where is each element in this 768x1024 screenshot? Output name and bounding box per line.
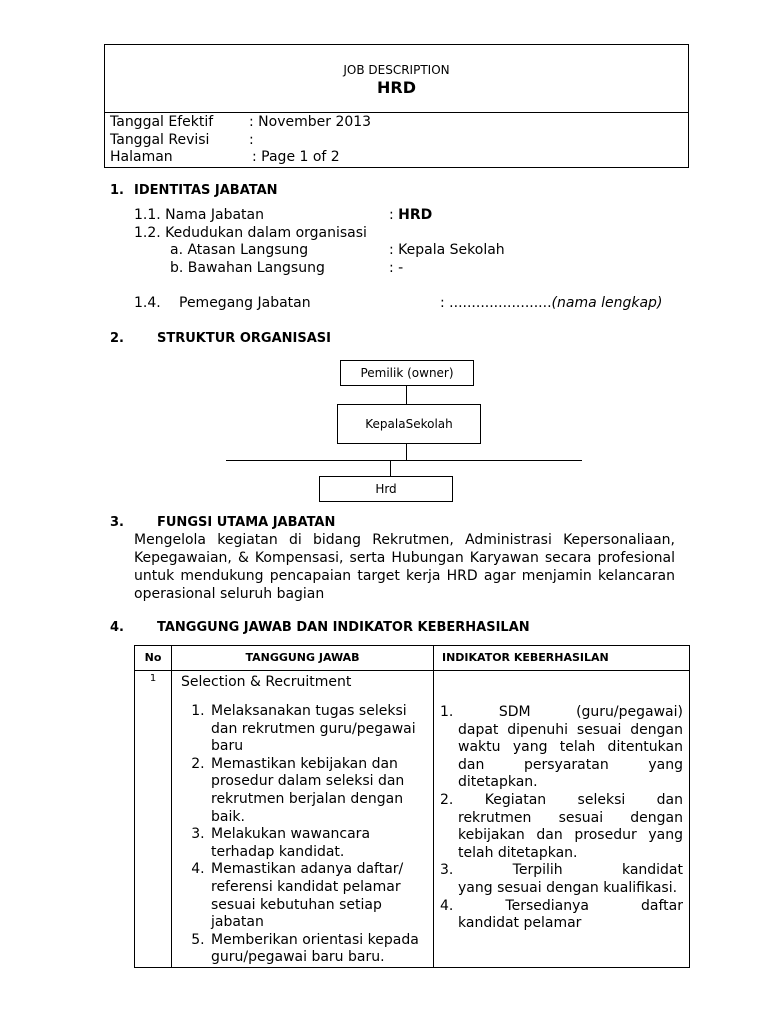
fungsi-line: Kepegawaian, & Kompensasi, serta Hubungan Karyawan secara profesional [134,550,675,566]
meta-value-page: : Page 1 of 2 [252,149,340,165]
section4-title: TANGGUNG JAWAB DAN INDIKATOR KEBERHASILAN [157,620,530,635]
list-item: 2. Memastikan kebijakan dan prosedur dalam seleksi dan rekrutmen berjalan dengan baik. [209,756,429,826]
col-header-indicator: INDIKATOR KEBERHASILAN [434,646,690,671]
indicator-cell [434,671,690,968]
list-item: 3. Terpilih kandidat yang sesuai dengan kualifikasi. [440,862,683,896]
list-item: 5. Memberikan orientasi kepada guru/pegawai baru baru. [209,932,429,967]
org-box-head: KepalaSekolah [337,404,481,444]
org-connector-line-hrd [390,460,391,476]
table-header-row [135,646,690,671]
fungsi-paragraph [134,531,675,603]
org-connector-owner-head [406,386,407,404]
section2-number: 2. [110,331,124,346]
section3-title: FUNGSI UTAMA JABATAN [157,515,336,530]
list-item: 2. Kegiatan seleksi dan rekrutmen sesuai dengan kebijakan dan prosedur yang telah ditetapkan. [440,791,683,861]
section4-number: 4. [110,620,124,635]
pemegang-value: : .......................(nama lengkap) [440,295,663,311]
meta-value-effective: : November 2013 [249,114,372,130]
pemegang-number: 1.4. [134,295,161,311]
fungsi-line: operasional seluruh bagian [134,586,325,602]
meta-value-revision: : [249,132,254,148]
list-item: 1. Melaksanakan tugas seleksi dan rekrutmen guru/pegawai baru [209,703,429,756]
section3-number: 3. [110,515,124,530]
org-horizontal-line [226,460,582,461]
list-item: 4. Memastikan adanya daftar/ referensi kandidat pelamar sesuai kebutuhan setiap jabatan [209,861,429,931]
doc-title: HRD [377,78,416,97]
row-number: 1 [135,671,172,968]
org-connector-head-line [406,444,407,460]
list-item: 4. Tersedianya daftar kandidat pelamar [440,897,683,932]
list-item: 1. SDM (guru/pegawai) dapat dipenuhi sesuai dengan waktu yang telah ditentukan dan persyaratan yang ditetapkan. [440,704,683,791]
atasan-value: : Kepala Sekolah [389,242,505,258]
col-header-no: No [135,646,172,671]
category-title: Selection & Recruitment [181,674,352,690]
fungsi-line: untuk mendukung pencapaian target kerja HRD agar menjamin kelancaran [134,568,675,584]
kedudukan-label: 1.2. Kedudukan dalam organisasi [134,225,367,241]
bawahan-label: b. Bawahan Langsung [170,260,325,276]
atasan-label: a. Atasan Langsung [170,242,309,258]
bawahan-value: : - [389,260,404,276]
list-item: 3. Melakukan wawancara terhadap kandidat. [209,826,429,861]
col-header-responsibility: TANGGUNG JAWAB [172,646,434,671]
meta-label-effective: Tanggal Efektif [110,114,214,130]
org-box-hrd: Hrd [319,476,453,502]
nama-jabatan-label: 1.1. Nama Jabatan [134,207,264,223]
section2-title: STRUKTUR ORGANISASI [157,331,331,346]
meta-label-revision: Tanggal Revisi [110,132,210,148]
table-row [135,671,690,968]
section1-number: 1. [110,183,124,198]
org-box-owner: Pemilik (owner) [340,360,474,386]
meta-label-page: Halaman [110,149,173,165]
fungsi-line: Mengelola kegiatan di bidang Rekrutmen, Administrasi Kepersonaliaan, [134,532,675,548]
section1-title: IDENTITAS JABATAN [134,183,278,198]
responsibility-list [181,703,429,967]
responsibility-cell [172,671,434,968]
indicator-list [434,671,689,933]
responsibility-table [134,645,690,968]
doc-type: JOB DESCRIPTION [343,63,450,77]
nama-jabatan-value: : HRD [389,207,433,223]
pemegang-label: Pemegang Jabatan [179,295,311,311]
